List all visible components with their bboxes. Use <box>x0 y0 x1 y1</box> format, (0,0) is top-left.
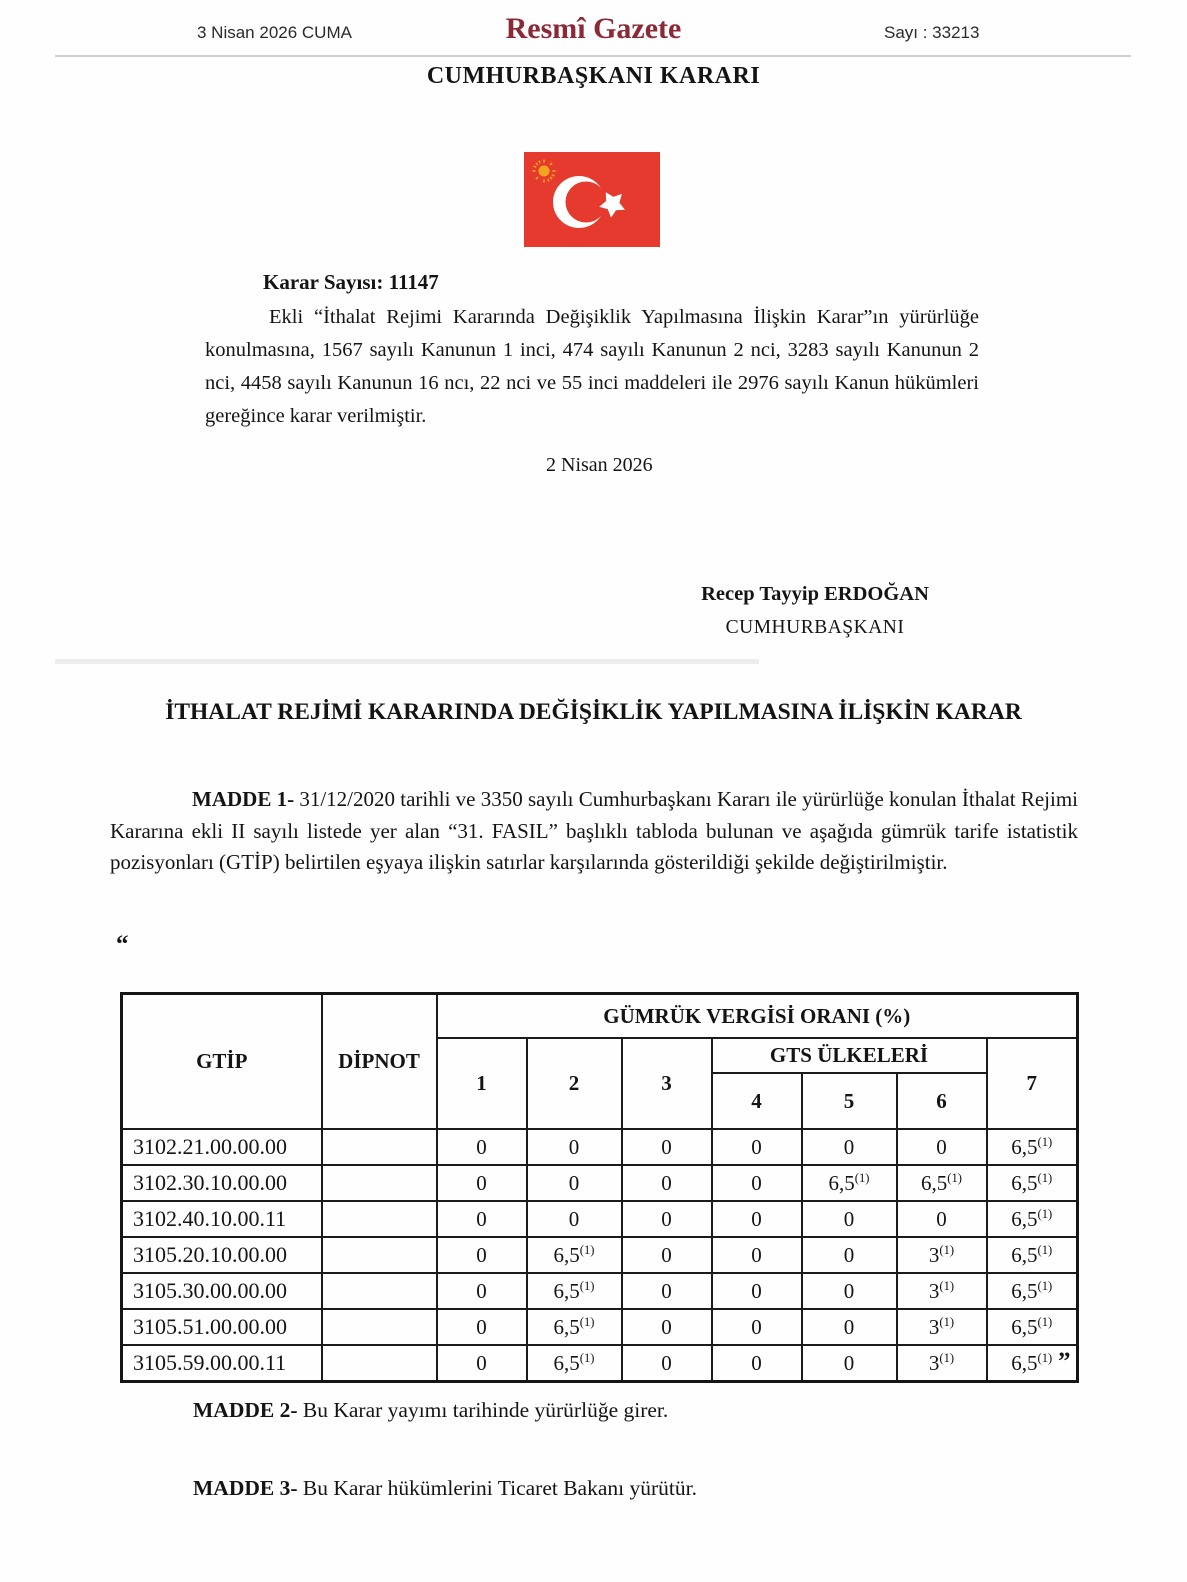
gtip-cell: 3105.51.00.00.00 <box>122 1309 322 1345</box>
rate-cell: 6,5$^{(1)}$ <box>527 1237 622 1273</box>
article-2-label: MADDE 2- <box>193 1398 298 1422</box>
rate-cell: 6,5$^{(1)}$ <box>987 1237 1078 1273</box>
article-1-label: MADDE 1- <box>192 787 295 811</box>
rate-cell: 6,5$^{(1)}$ <box>802 1165 897 1201</box>
rate-cell: 0 <box>622 1345 712 1382</box>
closing-quote-mark: ” <box>1058 1348 1071 1375</box>
column-header-3: 3 <box>622 1038 712 1129</box>
gtip-cell: 3105.20.10.00.00 <box>122 1237 322 1273</box>
column-header-gts-countries: GTS ÜLKELERİ <box>712 1038 987 1073</box>
rate-cell: 3$^{(1)}$ <box>897 1345 987 1382</box>
rate-cell: 6,5$^{(1)}$ <box>527 1309 622 1345</box>
dipnot-cell <box>322 1345 437 1382</box>
rate-cell: 6,5$^{(1)}$ <box>987 1129 1078 1165</box>
rate-cell: 0 <box>622 1273 712 1309</box>
table-row <box>122 1129 1078 1165</box>
issue-number: Sayı : 33213 <box>884 23 980 42</box>
rate-cell: 0 <box>622 1129 712 1165</box>
rate-cell: 0 <box>897 1129 987 1165</box>
rate-cell: 6,5$^{(1)}$ <box>527 1273 622 1309</box>
section-divider <box>55 659 759 664</box>
opening-quote-mark: “ <box>116 931 129 958</box>
rate-cell: 0 <box>802 1129 897 1165</box>
article-3-paragraph <box>193 1476 697 1501</box>
turkish-flag-icon <box>524 152 660 247</box>
rate-cell: 0 <box>622 1201 712 1237</box>
article-2-paragraph <box>193 1398 668 1423</box>
crescent-inner <box>566 182 607 223</box>
gtip-cell: 3102.30.10.00.00 <box>122 1165 322 1201</box>
rate-cell: 0 <box>437 1201 527 1237</box>
table-row <box>122 1165 1078 1201</box>
rate-cell: 3$^{(1)}$ <box>897 1237 987 1273</box>
rate-cell: 0 <box>437 1129 527 1165</box>
publication-date: 3 Nisan 2026 CUMA <box>197 23 352 42</box>
rate-cell: 0 <box>622 1165 712 1201</box>
dipnot-cell <box>322 1165 437 1201</box>
rate-cell: 0 <box>622 1309 712 1345</box>
table-row <box>122 1201 1078 1237</box>
dipnot-cell <box>322 1237 437 1273</box>
rate-cell: 0 <box>437 1273 527 1309</box>
rate-cell: 6,5$^{(1)}$ <box>987 1201 1078 1237</box>
rate-cell: 0 <box>802 1345 897 1382</box>
signature-block <box>655 583 975 639</box>
rate-cell: 0 <box>802 1201 897 1237</box>
rate-cell: 0 <box>527 1129 622 1165</box>
gazette-masthead: Resmî Gazete <box>505 12 682 45</box>
column-header-6: 6 <box>897 1073 987 1129</box>
rate-cell: 0 <box>712 1273 802 1309</box>
column-header-2: 2 <box>527 1038 622 1129</box>
column-header-5: 5 <box>802 1073 897 1129</box>
column-header-customs-duty: GÜMRÜK VERGİSİ ORANI (%) <box>437 994 1078 1039</box>
article-2-text: Bu Karar yayımı tarihinde yürürlüğe girer. <box>297 1398 669 1422</box>
column-header-7: 7 <box>987 1038 1078 1129</box>
gtip-cell: 3102.40.10.00.11 <box>122 1201 322 1237</box>
table-body <box>122 1129 1078 1382</box>
rate-cell: 0 <box>712 1129 802 1165</box>
column-header-dipnot: DİPNOT <box>322 994 437 1130</box>
rate-cell: 0 <box>527 1165 622 1201</box>
rate-cell: 0 <box>712 1309 802 1345</box>
article-1-text: 31/12/2020 tarihli ve 3350 sayılı Cumhurbaşkanı Kararı ile yürürlüğe konulan İthalat Rejimi Kararına ekli II sayılı listede yer alan “31. FASIL” başlıklı tabloda bulunan ve aşağıda gümrük tarife istatistik pozisyonları (GTİP) belirtilen eşyaya ilişkin satırlar karşılarında gösterildiği şekilde değiştirilmiştir. <box>110 787 1078 874</box>
rate-cell: 0 <box>622 1237 712 1273</box>
rate-cell: 6,5$^{(1)}$ <box>987 1273 1078 1309</box>
table-row <box>122 1309 1078 1345</box>
rate-cell: 6,5$^{(1)}$ <box>987 1345 1078 1382</box>
table-row <box>122 1273 1078 1309</box>
rate-cell: 0 <box>437 1309 527 1345</box>
rate-cell: 0 <box>437 1237 527 1273</box>
rate-cell: 0 <box>712 1165 802 1201</box>
rate-cell: 0 <box>802 1273 897 1309</box>
table-row <box>122 1345 1078 1382</box>
article-3-text: Bu Karar hükümlerini Ticaret Bakanı yürütür. <box>297 1476 697 1500</box>
gtip-cell: 3102.21.00.00.00 <box>122 1129 322 1165</box>
decision-date: 2 Nisan 2026 <box>546 454 653 476</box>
rate-cell: 0 <box>802 1309 897 1345</box>
rate-cell: 6,5$^{(1)}$ <box>527 1345 622 1382</box>
president-title: CUMHURBAŞKANI <box>725 617 905 638</box>
gtip-cell: 3105.30.00.00.00 <box>122 1273 322 1309</box>
rate-cell: 0 <box>527 1201 622 1237</box>
president-name: Recep Tayyip ERDOĞAN <box>701 583 929 605</box>
article-1-paragraph <box>110 784 1078 879</box>
tariff-table <box>120 992 1079 1383</box>
dipnot-cell <box>322 1129 437 1165</box>
rate-cell: 0 <box>712 1201 802 1237</box>
presidential-flag-image <box>524 152 660 247</box>
rate-cell: 0 <box>897 1201 987 1237</box>
rate-cell: 0 <box>437 1345 527 1382</box>
article-3-label: MADDE 3- <box>193 1476 298 1500</box>
rate-cell: 0 <box>437 1165 527 1201</box>
decision-number: Karar Sayısı: 11147 <box>263 270 439 294</box>
rate-cell: 0 <box>712 1237 802 1273</box>
decree-type-title: CUMHURBAŞKANI KARARI <box>426 63 761 89</box>
rate-cell: 3$^{(1)}$ <box>897 1273 987 1309</box>
column-header-1: 1 <box>437 1038 527 1129</box>
gtip-cell: 3105.59.00.00.11 <box>122 1345 322 1382</box>
dipnot-cell <box>322 1273 437 1309</box>
rate-cell: 6,5$^{(1)}$ <box>987 1165 1078 1201</box>
rate-cell: 6,5$^{(1)}$ <box>897 1165 987 1201</box>
annex-decision-title: İTHALAT REJİMİ KARARINDA DEĞİŞİKLİK YAPILMASINA İLİŞKİN KARAR <box>165 699 1022 725</box>
column-header-gtip: GTİP <box>122 994 322 1130</box>
rate-cell: 0 <box>712 1345 802 1382</box>
dipnot-cell <box>322 1309 437 1345</box>
preamble-paragraph: Ekli “İthalat Rejimi Kararında Değişiklik Yapılmasına İlişkin Karar”ın yürürlüğe konulmasına, 1567 sayılı Kanunun 1 inci, 474 sayılı Kanunun 2 nci, 3283 sayılı Kanunun 2 nci, 4458 sayılı Kanunun 16 ncı, 22 nci ve 55 inci maddeleri ile 2976 sayılı Kanun hükümleri gereğince karar verilmiştir. <box>205 306 979 427</box>
header-divider <box>55 55 1131 57</box>
rate-cell: 0 <box>802 1237 897 1273</box>
dipnot-cell <box>322 1201 437 1237</box>
column-header-4: 4 <box>712 1073 802 1129</box>
rate-cell: 3$^{(1)}$ <box>897 1309 987 1345</box>
table-row <box>122 1237 1078 1273</box>
rate-cell: 6,5$^{(1)}$ <box>987 1309 1078 1345</box>
